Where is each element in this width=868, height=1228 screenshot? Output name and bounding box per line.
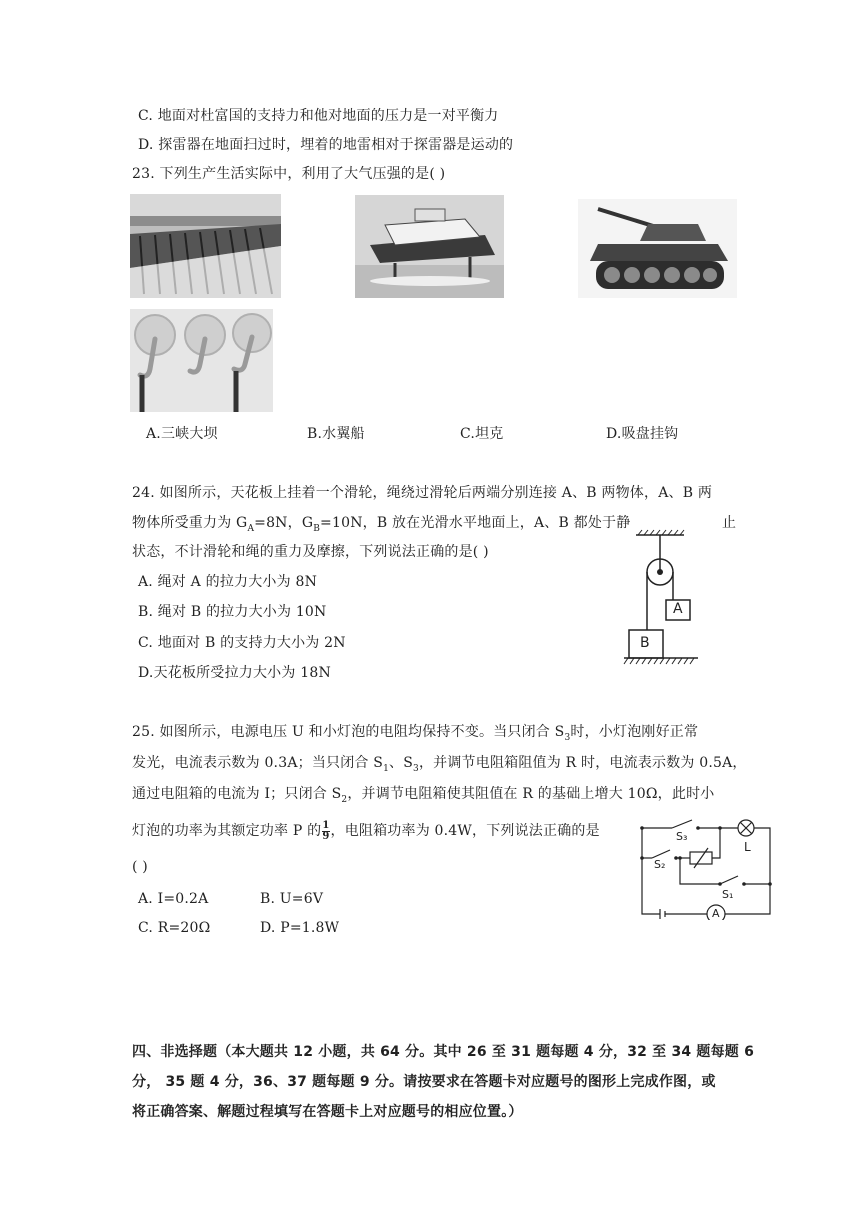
q24-option-d: D.天花板所受拉力大小为 18N (138, 665, 331, 681)
q23-option-a: A.三峡大坝 (146, 426, 218, 442)
s1-label: S₁ (722, 888, 734, 901)
q24-option-a: A. 绳对 A 的拉力大小为 8N (138, 574, 318, 590)
suction-hooks-photo (130, 309, 273, 412)
q24-option-c: C. 地面对 B 的支持力大小为 2N (138, 635, 346, 651)
tank-photo (578, 199, 737, 298)
q23-option-c: C.坦克 (460, 426, 504, 442)
pulley-diagram (622, 528, 700, 668)
q23-option-b: B.水翼船 (307, 426, 365, 442)
q25-stem-line4: 灯泡的功率为其额定功率 P 的 $\frac{1}{9}$ ，电阻箱功率为 0.4W，下列说法正确的是 (132, 819, 600, 842)
lamp-label: L (744, 840, 751, 854)
dam-photo (130, 194, 281, 298)
q24-stem-line2: 物体所受重力为 $G_A=8N$，$G_B=10N$，B 放在光滑水平地面上，A、B 都处于静 (132, 515, 631, 534)
q24-stem-line1: 24. 如图所示，天花板上挂着一个滑轮，绳绕过滑轮后两端分别连接 A、B 两物体，A、B 两 (132, 485, 713, 501)
hydrofoil-photo (355, 195, 504, 298)
circuit-diagram (636, 818, 776, 920)
ammeter-label: A (712, 907, 720, 920)
q23-stem: 23. 下列生产生活实际中，利用了大气压强的是( ) (132, 166, 446, 182)
q24-stem-line2-end: 止 (722, 515, 737, 531)
q24-stem-line3: 状态，不计滑轮和绳的重力及摩擦，下列说法正确的是( ) (132, 544, 489, 560)
q22-option-c: C. 地面对杜富国的支持力和他对地面的压力是一对平衡力 (138, 108, 499, 124)
q25-option-c: C. R=20Ω (138, 920, 211, 936)
q25-option-d: D. P=1.8W (260, 920, 340, 936)
s3-label: S₃ (676, 830, 688, 843)
q23-option-d: D.吸盘挂钩 (606, 426, 679, 442)
section4-line1: 四、非选择题（本大题共 12 小题，共 64 分。其中 26 至 31 题每题 4 分，32 至 34 题每题 6 (132, 1044, 755, 1060)
q22-option-d: D. 探雷器在地面扫过时，埋着的地雷相对于探雷器是运动的 (138, 137, 514, 153)
q25-stem-line3: 通过电阻箱的电流为 I；只闭合 $S_2$，并调节电阻箱使其阻值在 R 的基础上增大 10Ω，此时小 (132, 786, 715, 805)
section4-line3: 将正确答案、解题过程填写在答题卡上对应题号的相应位置。） (132, 1104, 523, 1120)
q25-paren: ( ) (132, 859, 148, 875)
q25-stem-line1: 25. 如图所示，电源电压 U 和小灯泡的电阻均保持不变。当只闭合 $S_3$时，小灯泡刚好正常 (132, 724, 699, 743)
block-a-label: A (673, 601, 683, 617)
q25-stem-line2: 发光，电流表示数为 0.3A；当只闭合 $S_1$、$S_3$，并调节电阻箱阻值为 R 时，电流表示数为 0.5A， (132, 755, 747, 774)
q25-option-b: B. U=6V (260, 891, 324, 907)
q24-option-b: B. 绳对 B 的拉力大小为 10N (138, 604, 327, 620)
section4-line2: 分， 35 题 4 分，36、37 题每题 9 分。请按要求在答题卡对应题号的图形上完成作图，或 (132, 1074, 716, 1090)
s2-label: S₂ (654, 858, 666, 871)
q25-option-a: A. I=0.2A (138, 891, 209, 907)
block-b-label: B (640, 635, 650, 651)
